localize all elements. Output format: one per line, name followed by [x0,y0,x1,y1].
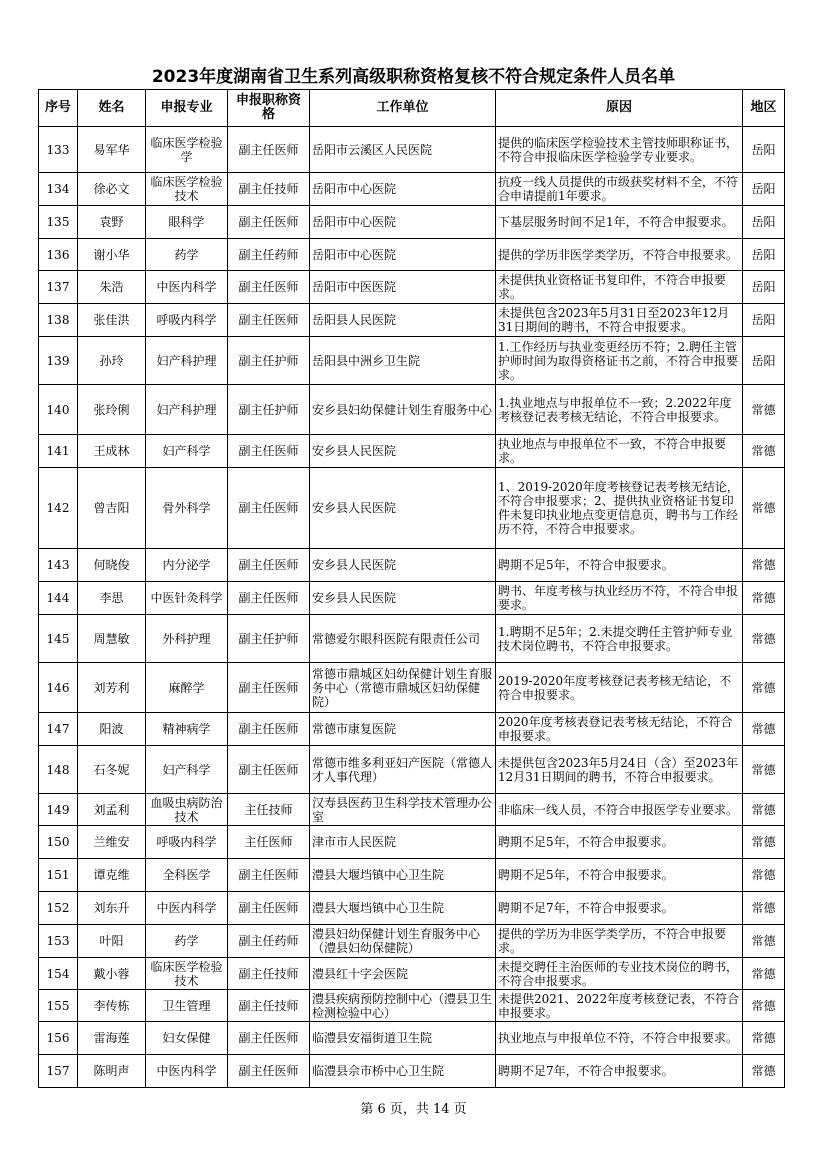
row-title: 主任技师 [228,794,310,826]
row-title: 副主任医师 [228,1022,310,1055]
row-unit: 安乡县人民医院 [310,435,496,468]
row-seq: 149 [39,794,78,826]
row-title: 副主任医师 [228,435,310,468]
table-row [39,173,785,206]
row-reason: 提供的临床医学检验技术主管技师职称证书，不符合申报临床医学检验学专业要求。 [496,127,743,173]
row-name: 刘芳利 [78,663,146,713]
row-name: 戴小蓉 [78,958,146,990]
row-title: 副主任技师 [228,990,310,1022]
row-unit: 澧县疾病预防控制中心（澧县卫生检测检验中心） [310,990,496,1022]
row-unit: 常德市维多利亚妇产医院（常德人才人事代理） [310,746,496,794]
row-name: 曾吉阳 [78,468,146,549]
table-row [39,892,785,925]
row-title: 副主任护师 [228,337,310,385]
row-region: 常德 [743,826,785,859]
row-major: 中医针灸科学 [146,582,228,615]
row-major: 血吸虫病防治技术 [146,794,228,826]
row-unit: 澧县妇幼保健计划生育服务中心（澧县妇幼保健院） [310,925,496,958]
row-reason: 2020年度考核表登记表考核无结论，不符合申报要求。 [496,713,743,746]
row-region: 岳阳 [743,304,785,337]
row-name: 朱浩 [78,271,146,304]
row-major: 眼科学 [146,206,228,239]
header-row [39,90,785,127]
table-row [39,337,785,385]
row-title: 副主任医师 [228,304,310,337]
row-unit: 安乡县人民医院 [310,549,496,582]
row-name: 阳波 [78,713,146,746]
row-major: 药学 [146,239,228,271]
row-region: 常德 [743,1022,785,1055]
page-footer: 第 6 页，共 14 页 [360,1102,467,1117]
row-title: 主任医师 [228,826,310,859]
row-unit: 常德爱尔眼科医院有限责任公司 [310,615,496,663]
row-seq: 140 [39,385,78,435]
row-name: 孙玲 [78,337,146,385]
row-reason: 聘期不足5年，不符合申报要求。 [496,826,743,859]
row-unit: 常德市鼎城区妇幼保健计划生育服务中心（常德市鼎城区妇幼保健院） [310,663,496,713]
row-reason: 未提交聘任主治医师的专业技术岗位的聘书，不符合申报要求。 [496,958,743,990]
row-major: 临床医学检验技术 [146,958,228,990]
table-row [39,127,785,173]
row-region: 常德 [743,990,785,1022]
table-row [39,206,785,239]
row-seq: 147 [39,713,78,746]
row-major: 骨外科学 [146,468,228,549]
row-title: 副主任医师 [228,549,310,582]
row-reason: 未提供包含2023年5月31日至2023年12月31日期间的聘书，不符合申报要求。 [496,304,743,337]
row-major: 内分泌学 [146,549,228,582]
row-name: 袁野 [78,206,146,239]
row-reason: 提供的学历为非医学类学历，不符合申报要求。 [496,925,743,958]
row-major: 中医内科学 [146,892,228,925]
row-region: 常德 [743,1055,785,1088]
table-row [39,615,785,663]
row-title: 副主任护师 [228,385,310,435]
row-region: 常德 [743,549,785,582]
row-reason: 非临床一线人员，不符合申报医学专业要求。 [496,794,743,826]
row-region: 常德 [743,582,785,615]
row-region: 常德 [743,468,785,549]
row-reason: 未提供执业资格证书复印件，不符合申报要求。 [496,271,743,304]
row-major: 药学 [146,925,228,958]
row-reason: 聘期不足5年，不符合申报要求。 [496,859,743,892]
row-unit: 安乡县妇幼保健计划生育服务中心 [310,385,496,435]
row-reason: 未提供包含2023年5月24日（含）至2023年12月31日期间的聘书，不符合申报要求。 [496,746,743,794]
row-region: 常德 [743,859,785,892]
row-title: 副主任医师 [228,271,310,304]
row-reason: 聘期不足7年，不符合申报要求。 [496,1055,743,1088]
row-title: 副主任医师 [228,713,310,746]
row-unit: 临澧县安福街道卫生院 [310,1022,496,1055]
row-seq: 152 [39,892,78,925]
table-row [39,794,785,826]
row-major: 中医内科学 [146,271,228,304]
row-title: 副主任医师 [228,892,310,925]
row-unit: 岳阳市中心医院 [310,239,496,271]
row-reason: 2019-2020年度考核登记表考核无结论，不符合申报要求。 [496,663,743,713]
row-title: 副主任技师 [228,958,310,990]
row-seq: 155 [39,990,78,1022]
row-region: 常德 [743,713,785,746]
row-unit: 澧县红十字会医院 [310,958,496,990]
row-reason: 聘书、年度考核与执业经历不符，不符合申报要求。 [496,582,743,615]
row-unit: 安乡县人民医院 [310,582,496,615]
row-seq: 150 [39,826,78,859]
row-name: 张玲俐 [78,385,146,435]
row-major: 卫生管理 [146,990,228,1022]
row-name: 石冬妮 [78,746,146,794]
row-seq: 144 [39,582,78,615]
table-row [39,239,785,271]
row-name: 李思 [78,582,146,615]
row-region: 岳阳 [743,206,785,239]
row-title: 副主任医师 [228,859,310,892]
row-region: 常德 [743,794,785,826]
header-reason: 原因 [496,90,743,127]
table-row [39,385,785,435]
table-row [39,468,785,549]
row-major: 麻醉学 [146,663,228,713]
header-title: 申报职称资格 [228,90,310,127]
row-region: 常德 [743,746,785,794]
row-major: 中医内科学 [146,1055,228,1088]
row-major: 妇产科学 [146,746,228,794]
row-reason: 提供的学历非医学类学历，不符合申报要求。 [496,239,743,271]
row-title: 副主任医师 [228,468,310,549]
row-seq: 153 [39,925,78,958]
row-seq: 135 [39,206,78,239]
table-row [39,271,785,304]
row-reason: 未提供2021、2022年度考核登记表，不符合申报要求。 [496,990,743,1022]
row-region: 常德 [743,958,785,990]
table-row [39,1022,785,1055]
row-unit: 岳阳市中心医院 [310,173,496,206]
row-region: 常德 [743,615,785,663]
row-region: 岳阳 [743,127,785,173]
row-reason: 1.聘期不足5年；2.未提交聘任主管护师专业技术岗位聘书，不符合申报要求。 [496,615,743,663]
table-row [39,958,785,990]
table-row [39,304,785,337]
row-title: 副主任医师 [228,746,310,794]
row-major: 妇女保健 [146,1022,228,1055]
row-seq: 137 [39,271,78,304]
row-seq: 138 [39,304,78,337]
row-title: 副主任医师 [228,1055,310,1088]
row-unit: 常德市康复医院 [310,713,496,746]
row-region: 岳阳 [743,337,785,385]
row-unit: 汉寿县医药卫生科学技术管理办公室 [310,794,496,826]
row-reason: 执业地点与申报单位不符，不符合申报要求。 [496,1022,743,1055]
row-major: 临床医学检验学 [146,127,228,173]
row-seq: 146 [39,663,78,713]
row-region: 常德 [743,385,785,435]
row-major: 全科医学 [146,859,228,892]
row-seq: 142 [39,468,78,549]
row-major: 临床医学检验技术 [146,173,228,206]
row-title: 副主任药师 [228,239,310,271]
table-row [39,826,785,859]
row-reason: 1、2019-2020年度考核登记表考核无结论，不符合申报要求；2、提供执业资格证书复印件未复印执业地点变更信息页，聘书与工作经历不符，不符合申报要求。 [496,468,743,549]
row-name: 雷海莲 [78,1022,146,1055]
row-major: 精神病学 [146,713,228,746]
row-major: 外科护理 [146,615,228,663]
row-name: 李传栋 [78,990,146,1022]
row-unit: 岳阳市云溪区人民医院 [310,127,496,173]
row-name: 陈明声 [78,1055,146,1088]
row-title: 副主任药师 [228,925,310,958]
row-unit: 津市市人民医院 [310,826,496,859]
table-row [39,713,785,746]
row-name: 刘孟利 [78,794,146,826]
row-seq: 141 [39,435,78,468]
table-row [39,859,785,892]
table-row [39,582,785,615]
row-seq: 145 [39,615,78,663]
header-region: 地区 [743,90,785,127]
row-region: 岳阳 [743,239,785,271]
row-seq: 156 [39,1022,78,1055]
row-seq: 136 [39,239,78,271]
row-name: 徐必文 [78,173,146,206]
row-major: 妇产科学 [146,435,228,468]
row-unit: 岳阳市中医医院 [310,271,496,304]
row-region: 常德 [743,925,785,958]
header-name: 姓名 [78,90,146,127]
row-name: 周慧敏 [78,615,146,663]
row-major: 妇产科护理 [146,385,228,435]
row-seq: 154 [39,958,78,990]
row-unit: 岳阳县人民医院 [310,304,496,337]
row-seq: 134 [39,173,78,206]
table-row [39,549,785,582]
row-name: 易军华 [78,127,146,173]
row-seq: 139 [39,337,78,385]
table-row [39,990,785,1022]
page-title: 2023年度湖南省卫生系列高级职称资格复核不符合规定条件人员名单 [151,67,676,87]
row-reason: 抗疫一线人员提供的市级获奖材料不全，不符合申请提前1年要求。 [496,173,743,206]
row-name: 叶阳 [78,925,146,958]
row-title: 副主任技师 [228,173,310,206]
row-reason: 执业地点与申报单位不一致，不符合申报要求。 [496,435,743,468]
row-title: 副主任护师 [228,615,310,663]
row-name: 王成林 [78,435,146,468]
row-title: 副主任医师 [228,582,310,615]
row-reason: 聘期不足5年，不符合申报要求。 [496,549,743,582]
header-unit: 工作单位 [310,90,496,127]
row-region: 常德 [743,435,785,468]
table-row [39,663,785,713]
row-unit: 安乡县人民医院 [310,468,496,549]
personnel-table [38,89,785,1088]
row-name: 谭克维 [78,859,146,892]
row-unit: 岳阳市中心医院 [310,206,496,239]
row-name: 刘东升 [78,892,146,925]
row-seq: 151 [39,859,78,892]
row-seq: 143 [39,549,78,582]
row-unit: 岳阳县中洲乡卫生院 [310,337,496,385]
row-region: 岳阳 [743,173,785,206]
row-major: 呼吸内科学 [146,826,228,859]
table-row [39,925,785,958]
row-region: 常德 [743,892,785,925]
row-reason: 聘期不足7年，不符合申报要求。 [496,892,743,925]
table-row [39,1055,785,1088]
row-name: 谢小华 [78,239,146,271]
row-region: 常德 [743,663,785,713]
row-region: 岳阳 [743,271,785,304]
row-name: 张佳洪 [78,304,146,337]
row-unit: 临澧县佘市桥中心卫生院 [310,1055,496,1088]
row-title: 副主任医师 [228,127,310,173]
row-name: 兰维安 [78,826,146,859]
header-seq: 序号 [39,90,78,127]
row-reason: 1.执业地点与申报单位不一致；2.2022年度考核登记表考核无结论，不符合申报要求。 [496,385,743,435]
row-unit: 澧县大堰垱镇中心卫生院 [310,892,496,925]
row-seq: 133 [39,127,78,173]
row-name: 何晓俊 [78,549,146,582]
header-major: 申报专业 [146,90,228,127]
row-seq: 148 [39,746,78,794]
row-major: 妇产科护理 [146,337,228,385]
row-title: 副主任医师 [228,206,310,239]
row-seq: 157 [39,1055,78,1088]
row-reason: 下基层服务时间不足1年，不符合申报要求。 [496,206,743,239]
row-unit: 澧县大堰垱镇中心卫生院 [310,859,496,892]
row-title: 副主任医师 [228,663,310,713]
row-reason: 1.工作经历与执业变更经历不符；2.聘任主管护师时间为取得资格证书之前，不符合申报要求。 [496,337,743,385]
table-row [39,746,785,794]
table-row [39,435,785,468]
row-major: 呼吸内科学 [146,304,228,337]
